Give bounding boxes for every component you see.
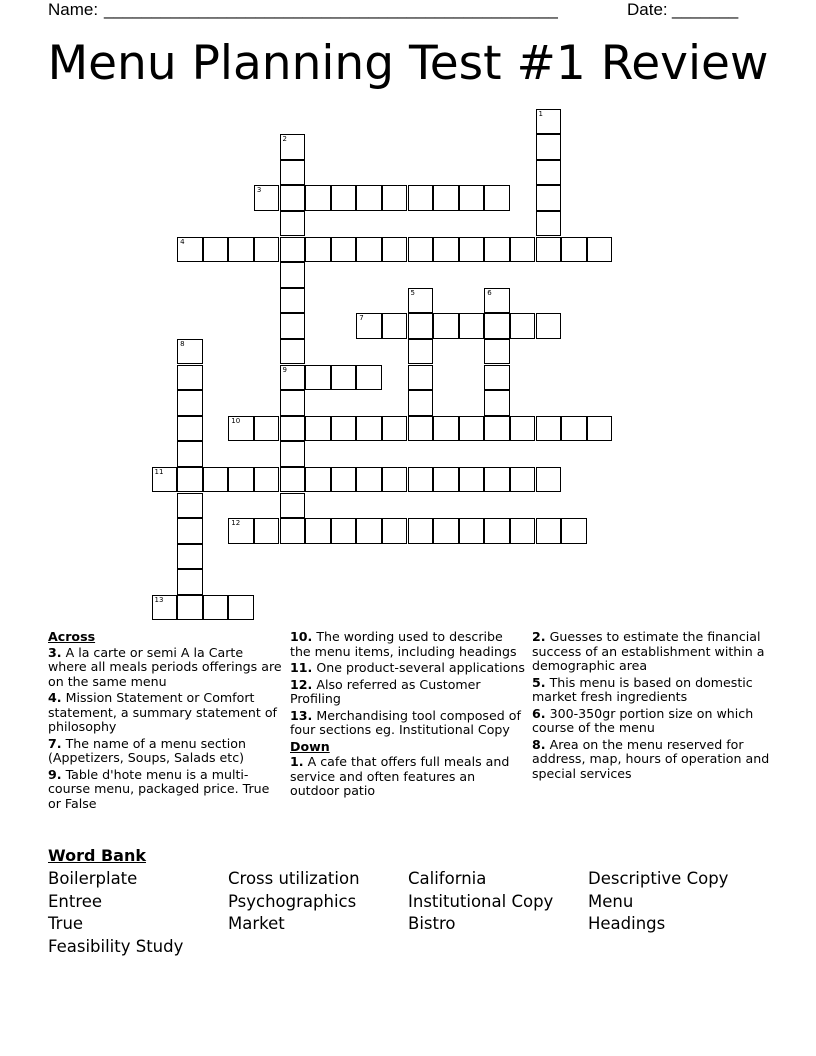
crossword-cell[interactable]: [356, 237, 382, 263]
crossword-cell[interactable]: [177, 441, 203, 467]
crossword-cell[interactable]: [408, 185, 434, 211]
clue-down-8: 8. Area on the menu reserved for address, map, hours of operation and special services: [532, 736, 770, 781]
crossword-cell[interactable]: [484, 288, 510, 314]
crossword-cell[interactable]: [510, 313, 536, 339]
crossword-cell[interactable]: [254, 467, 280, 493]
crossword-cell[interactable]: [177, 365, 203, 391]
crossword-cell[interactable]: [459, 237, 485, 263]
crossword-cell[interactable]: [356, 313, 382, 339]
crossword-cell[interactable]: [459, 467, 485, 493]
crossword-cell[interactable]: [305, 518, 331, 544]
crossword-cell[interactable]: [382, 313, 408, 339]
cell-number: 10: [231, 416, 241, 425]
crossword-cell[interactable]: [305, 185, 331, 211]
crossword-cell[interactable]: [280, 365, 306, 391]
crossword-cell[interactable]: [510, 518, 536, 544]
cell-number: 12: [231, 519, 241, 528]
crossword-cell[interactable]: [152, 467, 178, 493]
crossword-cell[interactable]: [459, 185, 485, 211]
crossword-cell[interactable]: [433, 467, 459, 493]
crossword-cell[interactable]: [459, 518, 485, 544]
crossword-cell[interactable]: [536, 518, 562, 544]
word-bank-item: Feasibility Study: [48, 936, 184, 956]
crossword-cell[interactable]: [536, 211, 562, 237]
crossword-cell[interactable]: [356, 365, 382, 391]
clue-column-3: [532, 630, 772, 783]
crossword-cell[interactable]: [254, 518, 280, 544]
crossword-cell[interactable]: [152, 595, 178, 621]
crossword-cell[interactable]: [408, 339, 434, 365]
crossword-cell[interactable]: [459, 416, 485, 442]
crossword-cell[interactable]: [177, 518, 203, 544]
crossword-cell[interactable]: [228, 416, 254, 442]
cell-number: 3: [256, 186, 262, 195]
crossword-cell[interactable]: [305, 416, 331, 442]
crossword-cell[interactable]: [356, 467, 382, 493]
crossword-cell[interactable]: [280, 211, 306, 237]
cell-number: 13: [154, 595, 164, 604]
crossword-cell[interactable]: [536, 160, 562, 186]
word-bank-item: Cross utilization: [228, 869, 360, 888]
crossword-cell[interactable]: [280, 160, 306, 186]
crossword-cell[interactable]: [177, 467, 203, 493]
crossword-cell[interactable]: [587, 416, 613, 442]
cell-number: 8: [180, 339, 185, 348]
crossword-cell[interactable]: [280, 185, 306, 211]
crossword-cell[interactable]: [254, 237, 280, 263]
crossword-cell[interactable]: [408, 416, 434, 442]
crossword-cell[interactable]: [177, 544, 203, 570]
crossword-cell[interactable]: [177, 390, 203, 416]
clue-down-5: 5. This menu is based on domestic market fresh ingredients: [532, 674, 753, 704]
crossword-cell[interactable]: [280, 288, 306, 314]
crossword-cell[interactable]: [280, 237, 306, 263]
date-field[interactable]: _______: [672, 0, 739, 19]
crossword-cell[interactable]: [280, 262, 306, 288]
crossword-cell[interactable]: [280, 339, 306, 365]
crossword-cell[interactable]: [305, 467, 331, 493]
crossword-cell[interactable]: [280, 493, 306, 519]
clue-across-9: 9. Table d'hote menu is a multi-course menu, packaged price. True or False: [48, 766, 270, 811]
crossword-cell[interactable]: [484, 185, 510, 211]
across-heading: Across: [48, 629, 96, 644]
crossword-cell[interactable]: [536, 313, 562, 339]
crossword-cell[interactable]: [536, 416, 562, 442]
crossword-cell[interactable]: [484, 313, 510, 339]
crossword-cell[interactable]: [433, 237, 459, 263]
crossword-cell[interactable]: [459, 313, 485, 339]
crossword-cell[interactable]: [484, 416, 510, 442]
crossword-cell[interactable]: [177, 237, 203, 263]
clue-across-10: 10. The wording used to describe the menu items, including headings: [290, 629, 517, 659]
name-label: Name:: [48, 0, 99, 19]
crossword-cell[interactable]: [382, 185, 408, 211]
crossword-cell[interactable]: [280, 416, 306, 442]
crossword-cell[interactable]: [382, 237, 408, 263]
cell-number: 1: [538, 109, 543, 118]
word-bank-item: California: [408, 869, 487, 888]
crossword-cell[interactable]: [408, 467, 434, 493]
crossword-cell[interactable]: [331, 518, 357, 544]
crossword-cell[interactable]: [228, 518, 254, 544]
crossword-cell[interactable]: [433, 416, 459, 442]
word-bank-item: Psychographics: [228, 891, 357, 911]
crossword-cell[interactable]: [228, 467, 254, 493]
crossword-cell[interactable]: [177, 569, 203, 595]
crossword-cell[interactable]: [536, 109, 562, 135]
word-bank-item: Boilerplate: [48, 869, 138, 888]
crossword-cell[interactable]: [203, 595, 229, 621]
clue-across-4: 4. Mission Statement or Comfort statement, a summary statement of philosophy: [48, 690, 277, 734]
crossword-cell[interactable]: [280, 134, 306, 160]
crossword-cell[interactable]: [228, 237, 254, 263]
clue-across-12: 12. Also referred as Customer Profiling: [290, 676, 481, 706]
crossword-cell[interactable]: [177, 493, 203, 519]
crossword-cell[interactable]: [561, 416, 587, 442]
crossword-cell[interactable]: [280, 518, 306, 544]
name-field[interactable]: ________________________________________________: [104, 0, 558, 19]
crossword-cell[interactable]: [331, 467, 357, 493]
crossword-cell[interactable]: [331, 237, 357, 263]
word-bank-item: Menu: [588, 891, 634, 911]
crossword-cell[interactable]: [484, 467, 510, 493]
crossword-cell[interactable]: [382, 416, 408, 442]
crossword-cell[interactable]: [484, 390, 510, 416]
crossword-cell[interactable]: [408, 313, 434, 339]
clue-down-6: 6. 300-350gr portion size on which course of the menu: [532, 705, 754, 735]
crossword-cell[interactable]: [561, 237, 587, 263]
clue-down-2: 2. Guesses to estimate the financial success of an establishment within a demographic area: [532, 629, 765, 673]
cell-number: 9: [282, 365, 287, 374]
word-bank-item: Market: [228, 914, 285, 934]
date-label: Date:: [627, 0, 668, 19]
clue-across-3: 3. A la carte or semi A la Carte where all meals periods offerings are on the same menu: [48, 644, 282, 689]
crossword-cell[interactable]: [510, 416, 536, 442]
crossword-cell[interactable]: [510, 467, 536, 493]
crossword-cell[interactable]: [536, 467, 562, 493]
cell-number: 5: [410, 288, 415, 297]
crossword-cell[interactable]: [331, 416, 357, 442]
word-bank-item: Entree: [48, 891, 103, 911]
crossword-cell[interactable]: [203, 467, 229, 493]
crossword-cell[interactable]: [408, 518, 434, 544]
crossword-cell[interactable]: [254, 185, 280, 211]
clue-across-13: 13. Merchandising tool composed of four sections eg. Institutional Copy: [290, 707, 521, 737]
crossword-cell[interactable]: [356, 416, 382, 442]
crossword-cell[interactable]: [177, 416, 203, 442]
crossword-cell[interactable]: [305, 365, 331, 391]
cell-number: 6: [487, 288, 492, 297]
crossword-cell[interactable]: [331, 365, 357, 391]
clue-column-2: [290, 630, 526, 801]
crossword-cell[interactable]: [356, 185, 382, 211]
cell-number: 11: [154, 467, 164, 476]
down-heading: Down: [290, 738, 330, 754]
cell-number: 7: [359, 314, 364, 323]
crossword-cell[interactable]: [331, 185, 357, 211]
crossword-cell[interactable]: [280, 467, 306, 493]
crossword-cell[interactable]: [203, 237, 229, 263]
crossword-cell[interactable]: [484, 339, 510, 365]
crossword-cell[interactable]: [228, 595, 254, 621]
page-title: Menu Planning Test #1 Review: [47, 36, 769, 91]
word-bank-item: True: [48, 914, 84, 934]
clue-column-1: [48, 630, 284, 813]
crossword-cell[interactable]: [408, 288, 434, 314]
word-bank-item: Descriptive Copy: [588, 869, 729, 888]
crossword-cell[interactable]: [177, 339, 203, 365]
crossword-cell[interactable]: [536, 134, 562, 160]
crossword-cell[interactable]: [408, 390, 434, 416]
crossword-cell[interactable]: [484, 237, 510, 263]
word-bank-item: Institutional Copy: [408, 891, 554, 911]
crossword-cell[interactable]: [510, 237, 536, 263]
crossword-cell[interactable]: [408, 365, 434, 391]
crossword-cell[interactable]: [254, 416, 280, 442]
word-bank-item: Headings: [588, 914, 666, 934]
crossword-cell[interactable]: [484, 365, 510, 391]
crossword-cell[interactable]: [280, 441, 306, 467]
crossword-cell[interactable]: [433, 518, 459, 544]
crossword-cell[interactable]: [356, 518, 382, 544]
crossword-cell[interactable]: [561, 518, 587, 544]
crossword-cell[interactable]: [382, 518, 408, 544]
clue-across-11: 11. One product-several applications: [290, 660, 525, 675]
clue-down-1: 1. A cafe that offers full meals and service and often features an outdoor patio: [290, 754, 510, 798]
crossword-cell[interactable]: [484, 518, 510, 544]
crossword-cell[interactable]: [433, 313, 459, 339]
cell-number: 2: [282, 135, 287, 144]
crossword-cell[interactable]: [280, 313, 306, 339]
clue-across-7: 7. The name of a menu section (Appetizers, Soups, Salads etc): [48, 735, 246, 765]
crossword-cell[interactable]: [408, 237, 434, 263]
crossword-cell[interactable]: [177, 595, 203, 621]
cell-number: 4: [180, 237, 185, 246]
crossword-cell[interactable]: [587, 237, 613, 263]
crossword-cell[interactable]: [433, 185, 459, 211]
crossword-cell[interactable]: [382, 467, 408, 493]
crossword-cell[interactable]: [305, 237, 331, 263]
crossword-cell[interactable]: [536, 185, 562, 211]
crossword-cell[interactable]: [536, 237, 562, 263]
crossword-cell[interactable]: [280, 390, 306, 416]
word-bank-item: Bistro: [408, 914, 456, 934]
word-bank-title: Word Bank: [48, 846, 147, 865]
